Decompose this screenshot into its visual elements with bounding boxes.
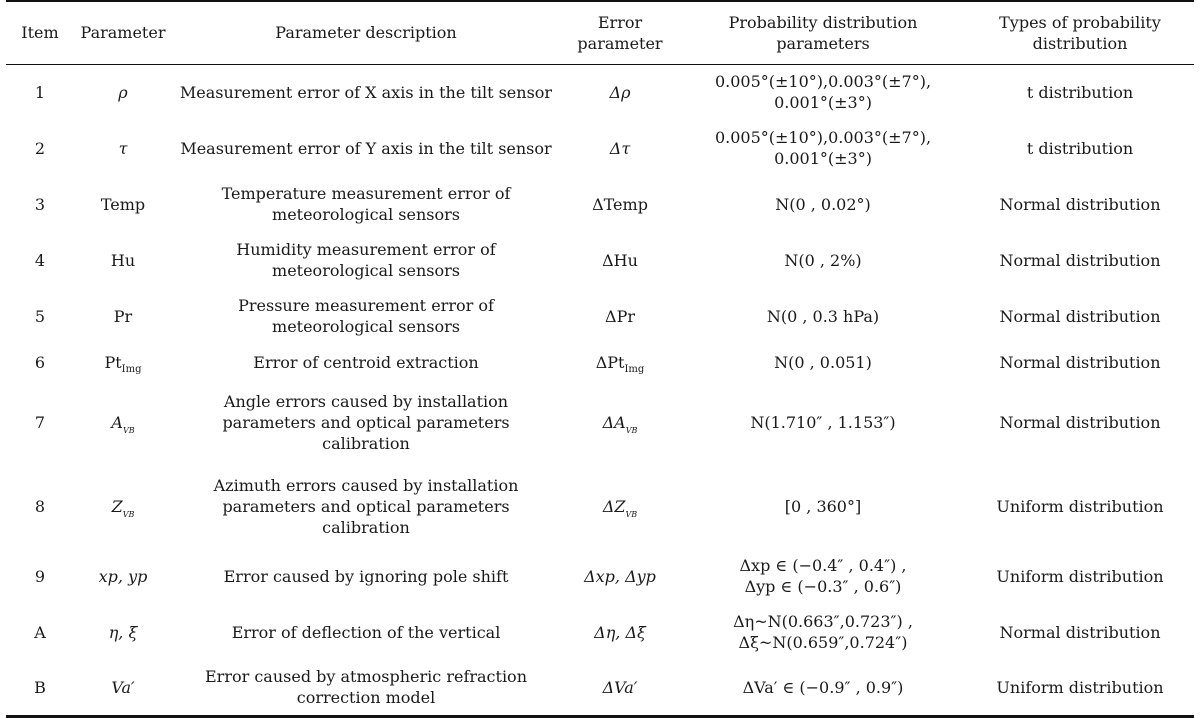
table-row — [6, 120, 1194, 176]
err-subscript: VB — [625, 425, 638, 435]
cell-prob-params — [680, 604, 966, 660]
cell-error-parameter — [560, 380, 680, 464]
cell-prob-type: Uniform distribution — [996, 677, 1164, 697]
header-parameter: Parameter — [80, 23, 166, 43]
cell-prob-params: 0.005°(±10°),0.003°(±7°), 0.001°(±3°) — [714, 128, 932, 168]
param-subscript: VB — [122, 509, 135, 519]
cell-prob-params: ΔVa′ ∈ (−0.9″ , 0.9″) — [742, 677, 904, 697]
cell-error-parameter: ΔTemp — [592, 194, 648, 214]
cell-description: Pressure measurement error of meteorological sensors — [238, 296, 494, 336]
cell-prob-type: Uniform distribution — [996, 566, 1164, 586]
cell-prob-type: Normal distribution — [999, 306, 1161, 326]
cell-parameter: η, ξ — [108, 622, 138, 642]
cell-item: B — [34, 677, 46, 697]
param-base: Pt — [104, 352, 122, 372]
prob-line-1: Δxp ∈ (−0.4″ , 0.4″) , — [739, 556, 907, 575]
cell-item: 4 — [34, 250, 46, 270]
cell-parameter — [74, 464, 172, 548]
table-row — [6, 176, 1194, 232]
cell-description: Measurement error of Y axis in the tilt sensor — [180, 138, 552, 158]
cell-description: Temperature measurement error of meteorological sensors — [221, 184, 511, 224]
cell-error-parameter: Δτ — [609, 138, 631, 158]
table-row — [6, 344, 1194, 380]
cell-prob-params — [680, 548, 966, 604]
table-row — [6, 464, 1194, 548]
prob-line-2: Δξ~N(0.659″,0.724″) — [738, 633, 908, 652]
header-error-parameter: Error parameter — [577, 12, 663, 53]
table-row — [6, 232, 1194, 288]
cell-parameter: Hu — [110, 250, 136, 270]
prob-line-2: Δyp ∈ (−0.3″ , 0.6″) — [744, 577, 902, 596]
cell-description: Error caused by atmospheric refraction correction model — [204, 667, 527, 708]
prob-line-1: Δη~N(0.663″,0.723″) , — [733, 612, 913, 631]
cell-parameter — [74, 380, 172, 464]
cell-prob-params: N(0 , 0.3 hPa) — [766, 306, 880, 326]
cell-item: 5 — [34, 306, 46, 326]
cell-prob-type: Normal distribution — [999, 622, 1161, 642]
table-row — [6, 64, 1194, 120]
cell-description: Error of centroid extraction — [253, 352, 479, 372]
cell-error-parameter: Δρ — [609, 82, 631, 102]
table-row — [6, 604, 1194, 660]
header-prob-type: Types of probability distribution — [999, 12, 1161, 53]
cell-description: Azimuth errors caused by installation parameters and optical parameters calibration — [213, 475, 519, 537]
cell-prob-params: 0.005°(±10°),0.003°(±7°), 0.001°(±3°) — [714, 72, 932, 113]
cell-parameter: Temp — [100, 194, 146, 214]
cell-item: 8 — [34, 496, 46, 516]
cell-prob-type: Uniform distribution — [996, 496, 1164, 516]
table-row — [6, 288, 1194, 344]
cell-error-parameter — [560, 344, 680, 380]
table-row — [6, 548, 1194, 604]
cell-error-parameter: Δxp, Δyp — [584, 566, 656, 586]
table-row — [6, 380, 1194, 464]
cell-item: 1 — [34, 82, 46, 102]
cell-error-parameter: ΔHu — [602, 250, 638, 270]
header-description: Parameter description — [275, 23, 457, 43]
err-base: ΔA — [602, 412, 626, 432]
cell-error-parameter: ΔPr — [605, 306, 635, 326]
table-row — [6, 660, 1194, 716]
param-subscript: VB — [122, 425, 135, 435]
cell-description: Measurement error of X axis in the tilt sensor — [179, 82, 553, 102]
cell-error-parameter: ΔVa′ — [602, 677, 638, 697]
cell-prob-type: t distribution — [1026, 138, 1134, 158]
cell-error-parameter: Δη, Δξ — [594, 622, 646, 642]
cell-parameter: ρ — [118, 82, 128, 102]
table-body — [6, 64, 1194, 716]
cell-description: Error caused by ignoring pole shift — [223, 566, 509, 586]
cell-prob-params: [0 , 360°] — [784, 496, 862, 516]
error-parameter-table — [6, 0, 1194, 718]
cell-prob-params: N(1.710″ , 1.153″) — [750, 412, 896, 432]
cell-description: Error of deflection of the vertical — [231, 622, 501, 642]
cell-prob-type: Normal distribution — [999, 412, 1161, 432]
err-base: ΔZ — [602, 496, 626, 516]
cell-prob-type: Normal distribution — [999, 194, 1161, 214]
err-subscript: VB — [625, 509, 638, 519]
header-prob-params: Probability distribution parameters — [728, 12, 918, 53]
cell-item: 6 — [34, 352, 46, 372]
cell-item: A — [34, 622, 46, 642]
cell-prob-params: N(0 , 2%) — [784, 250, 862, 270]
cell-parameter: Pr — [113, 306, 133, 326]
cell-prob-type: Normal distribution — [999, 352, 1161, 372]
err-base: ΔPt — [595, 352, 625, 372]
cell-error-parameter — [560, 464, 680, 548]
cell-prob-type: t distribution — [1026, 82, 1134, 102]
header-item: Item — [21, 23, 59, 43]
cell-description: Angle errors caused by installation parameters and optical parameters calibration — [222, 391, 510, 453]
cell-item: 7 — [34, 412, 46, 432]
cell-item: 3 — [34, 194, 46, 214]
cell-parameter: τ — [118, 138, 128, 158]
cell-item: 2 — [34, 138, 46, 158]
cell-parameter: Va′ — [111, 677, 135, 697]
param-subscript: Img — [121, 363, 142, 375]
table-header — [6, 1, 1194, 64]
param-base: Z — [111, 496, 123, 516]
param-base: A — [111, 412, 123, 432]
err-subscript: Img — [624, 363, 645, 375]
cell-prob-params: N(0 , 0.051) — [774, 352, 872, 372]
cell-item: 9 — [34, 566, 46, 586]
cell-prob-type: Normal distribution — [999, 250, 1161, 270]
cell-description: Humidity measurement error of meteorological sensors — [236, 240, 496, 280]
cell-parameter — [74, 344, 172, 380]
cell-parameter: xp, yp — [98, 566, 148, 586]
cell-prob-params: N(0 , 0.02°) — [775, 194, 871, 214]
